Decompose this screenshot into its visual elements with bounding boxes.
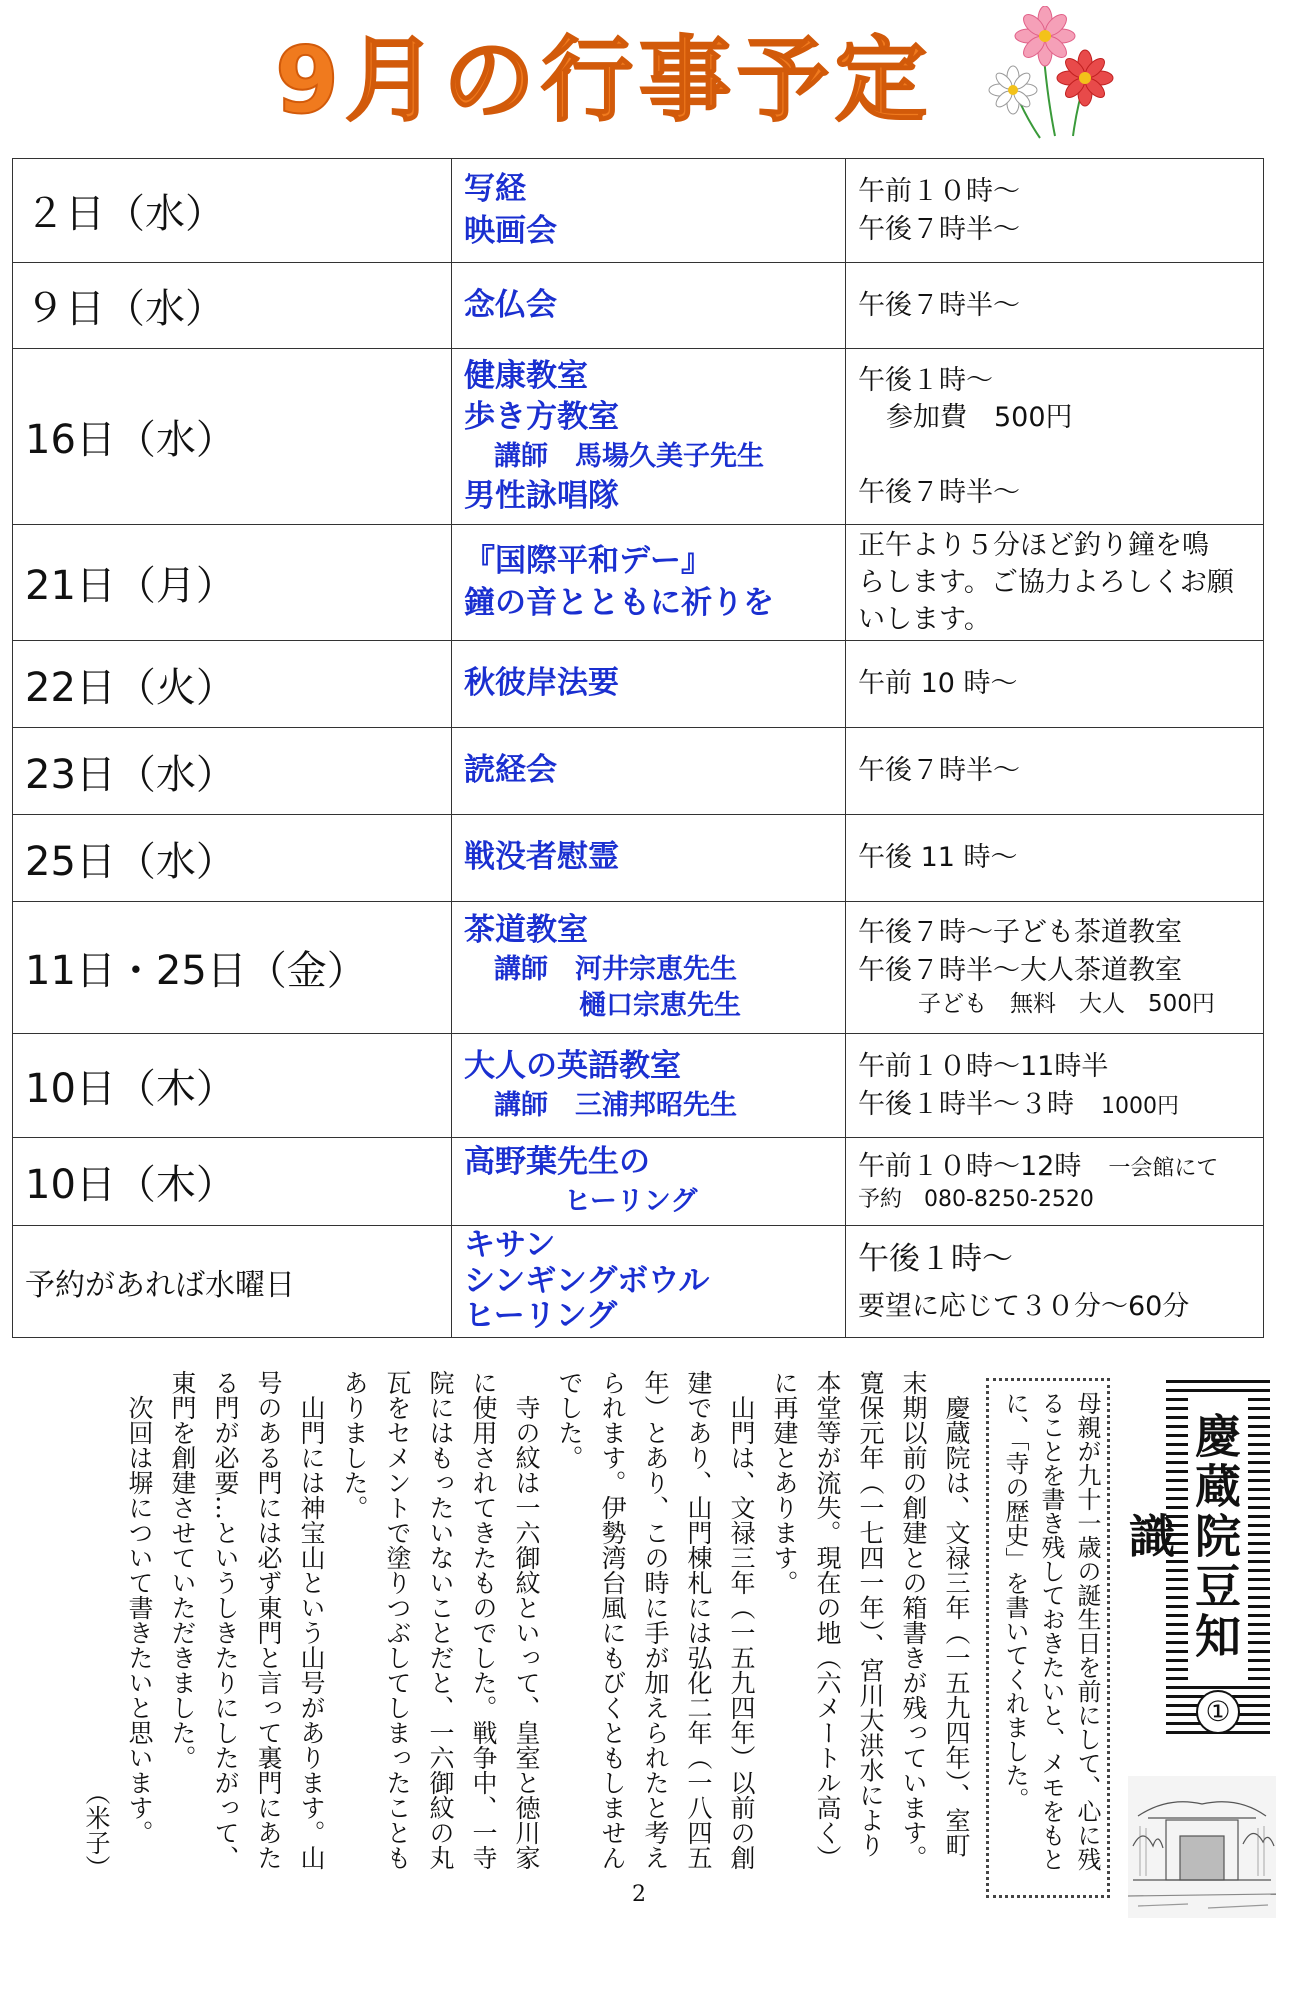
time-cell [846, 263, 1264, 349]
event-cell [452, 525, 846, 641]
event-line: 映画会 [464, 212, 557, 249]
time-line: いします。 [858, 604, 991, 636]
event-cell [452, 815, 846, 902]
fee-line: 子ども 無料 大人 500円 [918, 990, 1215, 1017]
event-line: 念仏会 [464, 286, 557, 323]
article-paragraph: 山門には神宝山という山号があります。山号のある門には必ず東門と言って裏門にあたる門が必要…というしきたりにしたがって、東門を創建させていただきました。 [168, 1370, 326, 1870]
event-cell [452, 728, 846, 815]
instructor-line: 講師 河井宗恵先生 [494, 953, 737, 985]
fee-line: 参加費 500円 [886, 402, 1073, 434]
date-cell: 予約があれば水曜日 [13, 1226, 452, 1338]
venue-text: 一会館にて [1108, 1155, 1219, 1181]
event-line: 秋彼岸法要 [464, 665, 619, 702]
time-text: 午前１０時〜12時 [858, 1150, 1082, 1182]
time-line: 午後７時半〜大人茶道教室 [858, 954, 1182, 986]
page-number: 2 [632, 1882, 646, 1907]
temple-history-article [48, 1370, 978, 1880]
table-row [13, 815, 1264, 902]
column-number: ① [1196, 1690, 1240, 1734]
table-row [13, 159, 1264, 263]
event-line: 戦没者慰霊 [464, 839, 619, 876]
time-line: 午後７時〜子ども茶道教室 [858, 917, 1182, 949]
time-cell [846, 159, 1264, 263]
date-cell: ２日（水） [13, 159, 452, 263]
event-line: 健康教室 [464, 357, 588, 394]
table-row [13, 902, 1264, 1034]
time-cell [846, 815, 1264, 902]
date-cell: ９日（水） [13, 263, 452, 349]
column-title: 慶蔵院豆知識 [1188, 1392, 1248, 1682]
date-cell: 10日（木） [13, 1138, 452, 1226]
table-row [13, 728, 1264, 815]
time-line [858, 1086, 1251, 1123]
date-cell: 16日（水） [13, 349, 452, 525]
time-line: 午後７時半〜 [858, 476, 1020, 508]
date-cell: 21日（月） [13, 525, 452, 641]
time-cell [846, 349, 1264, 525]
event-line: 大人の英語教室 [464, 1048, 681, 1085]
time-line: 午後１時〜 [858, 365, 993, 396]
time-line: 午後１時〜 [858, 1241, 1013, 1278]
schedule-table [12, 158, 1264, 1338]
table-row [13, 641, 1264, 728]
event-line: 『国際平和デー』 [464, 542, 712, 579]
temple-gate-sketch [1128, 1776, 1276, 1918]
date-cell: 22日（火） [13, 641, 452, 728]
instructor-line: 講師 馬場久美子先生 [494, 441, 764, 473]
table-row [13, 1226, 1264, 1338]
event-line: 写経 [464, 170, 526, 207]
event-line: 男性詠唱隊 [464, 477, 619, 514]
date-cell: 11日・25日（金） [13, 902, 452, 1034]
article-paragraph: 次回は塀について書きたいと思います。 [125, 1395, 154, 1845]
article-paragraph: 山門は、文禄三年（一五九四年）以前の創建であり、山門棟札には弘化二年（一八四五年）とあり、この時に手が加えられたと考えられます。伊勢湾台風にもびくともしませんでした。 [555, 1370, 756, 1870]
table-row [13, 349, 1264, 525]
time-line: 午前 10 時〜 [858, 668, 1018, 700]
time-cell [846, 728, 1264, 815]
fee-text: 1000円 [1101, 1093, 1179, 1119]
event-line: 読経会 [464, 752, 557, 789]
time-cell [846, 1138, 1264, 1226]
time-cell [846, 1226, 1264, 1338]
date-cell: 25日（水） [13, 815, 452, 902]
time-cell [846, 641, 1264, 728]
memo-text: 母親が九十一歳の誕生日を前にして、心に残ることを書き残しておきたいと、メモをもとに、「寺の歴史」を書いてくれました。 [1001, 1391, 1101, 1871]
event-cell [452, 641, 846, 728]
event-cell [452, 1034, 846, 1138]
article-paragraph: 慶蔵院は、文禄三年（一五九四年）、室町末期以前の創建との箱書きが残っています。寛保元年（一七四一年）、宮川大洪水により本堂等が流失。現在の地（六メートル高く）に再建とあります。 [770, 1370, 971, 1870]
event-line: シンギングボウル [464, 1262, 710, 1299]
time-cell [846, 525, 1264, 641]
time-text: 午後１時半〜３時 [858, 1088, 1074, 1120]
cosmos-flowers-illustration [985, 6, 1135, 141]
time-line: 午前１０時〜11時半 [858, 1051, 1109, 1083]
event-line: 鐘の音とともに祈りを [464, 584, 774, 621]
time-line: 午後７時半〜 [858, 213, 1020, 245]
event-cell [452, 159, 846, 263]
time-line: 正午より５分ほど釣り鐘を鳴 [858, 529, 1209, 561]
time-line: 午前１０時〜 [858, 176, 1020, 208]
event-line: キサン [464, 1227, 556, 1264]
event-cell [452, 349, 846, 525]
event-line: ヒーリング [564, 1186, 698, 1218]
time-line: 要望に応じて３０分〜60分 [858, 1290, 1190, 1322]
event-cell [452, 1226, 846, 1338]
article-author: （米子） [82, 1780, 111, 1880]
table-row [13, 263, 1264, 349]
time-line: らします。ご協力よろしくお願 [858, 566, 1234, 598]
time-cell [846, 902, 1264, 1034]
event-line: ヒーリング [464, 1298, 618, 1335]
reservation-line: 予約 080-8250-2520 [858, 1186, 1094, 1212]
memo-box [986, 1378, 1110, 1898]
date-cell: 23日（水） [13, 728, 452, 815]
time-line [858, 1148, 1251, 1185]
table-row [13, 1034, 1264, 1138]
article-paragraph: 寺の紋は一六御紋といって、皇室と徳川家に使用されてきたものでした。戦争中、一寺院にはもったいないことだと、一六御紋の丸瓦をセメントで塗りつぶしてしまったこともありました。 [340, 1370, 541, 1870]
event-cell [452, 263, 846, 349]
time-line: 午後 11 時〜 [858, 842, 1018, 874]
event-line: 歩き方教室 [464, 399, 619, 436]
time-line: 午後７時半〜 [858, 755, 1020, 787]
page-title: 9月の行事予定 [275, 27, 934, 134]
event-cell [452, 1138, 846, 1226]
event-line: 高野葉先生の [464, 1144, 650, 1181]
table-row [13, 525, 1264, 641]
instructor-line: 樋口宗恵先生 [579, 990, 741, 1022]
date-cell: 10日（木） [13, 1034, 452, 1138]
table-row [13, 1138, 1264, 1226]
time-line [858, 437, 1251, 474]
event-cell [452, 902, 846, 1034]
time-cell [846, 1034, 1264, 1138]
event-line: 茶道教室 [464, 912, 588, 949]
time-line: 午後７時半〜 [858, 289, 1020, 321]
instructor-line: 講師 三浦邦昭先生 [494, 1090, 737, 1122]
